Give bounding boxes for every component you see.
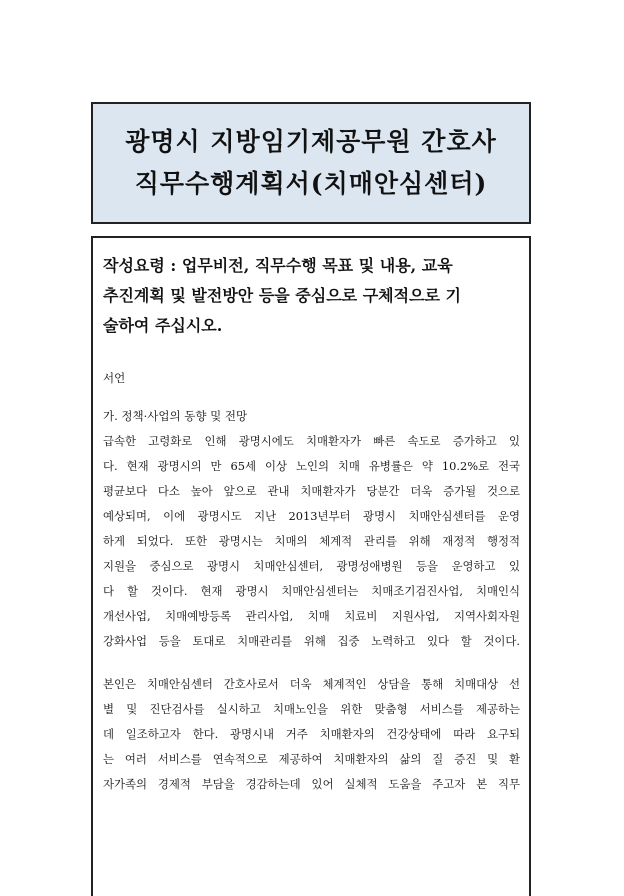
section-title: 가. 정책·사업의 동향 및 전망 [103,409,248,423]
paragraph-line: 데 일조하고자 한다. 광명시내 거주 치매환자의 건강상태에 따라 요구되 [103,727,520,741]
paragraph-2 [103,672,520,797]
preface-label: 서언 [103,371,126,385]
document-title-line-1: 광명시 지방임기제공무원 간호사 [125,127,497,156]
writing-guide [103,251,520,341]
paragraph-line: 지원을 중심으로 광명시 치매안심센터, 광명성애병원 등을 운영하고 있 [103,559,520,573]
content-box [91,236,531,896]
paragraph-line: 평균보다 다소 높아 앞으로 관내 치매환자가 당분간 더욱 증가될 것으로 [103,484,520,498]
paragraph-line: 개선사업, 치매예방등록 관리사업, 치매 치료비 지원사업, 지역사회자원 [103,609,520,623]
document-title-line-2: 직무수행계획서(치매안심센터) [134,169,488,198]
paragraph-line: 는 여러 서비스를 연속적으로 제공하여 치매환자의 삶의 질 증진 및 환 [103,752,520,766]
paragraph-line: 급속한 고령화로 인해 광명시에도 치매환자가 빠른 속도로 증가하고 있 [103,434,520,448]
paragraph-line: 본인은 치매안심센터 간호사로서 더욱 체계적인 상담을 통해 치매대상 선 [103,677,520,691]
title-box [91,102,531,224]
paragraph-line: 자가족의 경제적 부담을 경감하는데 있어 실체적 도움을 주고자 본 직무 [103,777,520,791]
paragraph-1 [103,429,520,654]
paragraph-line: 다 할 것이다. 현재 광명시 치매안심센터는 치매조기검진사업, 치매인식 [103,584,520,598]
paragraph-line: 예상되며, 이에 광명시도 지난 2013년부터 광명시 치매안심센터를 운영 [103,509,520,523]
paragraph-line: 강화사업 등을 토대로 치매관리를 위해 집중 노력하고 있다 할 것이다. [103,634,520,648]
paragraph-gap [103,654,520,672]
paragraph-line: 별 및 진단검사를 실시하고 치매노인을 위한 맞춤형 서비스를 제공하는 [103,702,520,716]
guide-line: 추진계획 및 발전방안 등을 중심으로 구체적으로 기 [103,286,461,305]
paragraph-line: 다. 현재 광명시의 만 65세 이상 노인의 치매 유병률은 약 10.2%로 전국 [103,459,520,473]
guide-line: 작성요령 : 업무비전, 직무수행 목표 및 내용, 교육 [103,256,453,275]
paragraph-line: 하게 되었다. 또한 광명시는 치매의 체계적 관리를 위해 재정적 행정적 [103,534,520,548]
guide-line: 술하여 주십시오. [103,316,223,335]
